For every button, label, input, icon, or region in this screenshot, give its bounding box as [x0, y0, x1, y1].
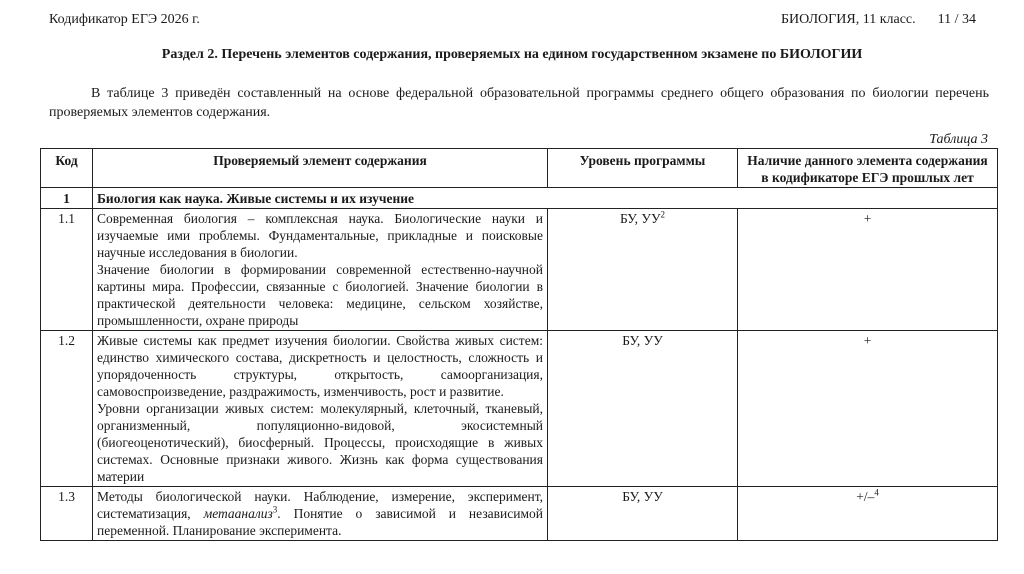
intro-paragraph: В таблице 3 приведён составленный на основе федеральной образовательной программы среднего общего образования по биологии перечень проверяемых элементов содержания.	[49, 86, 989, 120]
row-paragraph: Современная биология – комплексная наука. Биологические науки и изучаемые ими проблемы. Фундаментальные, прикладные и поисковые научные исследования в биологии.	[97, 211, 543, 260]
section-code: 1	[41, 188, 93, 209]
section-heading: Биология как наука. Живые системы и их изучение	[93, 188, 998, 209]
row-description	[93, 209, 548, 331]
row-presence	[738, 487, 998, 541]
section-title: Раздел 2. Перечень элементов содержания, проверяемых на едином государственном экзамене по БИОЛОГИИ	[161, 47, 863, 62]
text-run: . Понятие о зависимой и независимой переменной. Планирование эксперимента.	[97, 506, 543, 538]
text-run: Методы биологической науки. Наблюдение, измерение, эксперимент, систематизация,	[97, 489, 543, 521]
footnote-marker: 3	[272, 504, 278, 515]
footnote-marker: 2	[660, 209, 665, 220]
row-paragraph: Значение биологии в формировании современной естественно-научной картины мира. Профессии, связанные с биологией. Значение биологии в практической деятельности человека: медицине, сельском хозяйстве, промышленности, охране природы	[97, 262, 543, 328]
row-description	[93, 487, 548, 541]
footnote-marker: 4	[874, 487, 879, 498]
row-code: 1.1	[41, 209, 93, 331]
row-paragraph: Живые системы как предмет изучения биологии. Свойства живых систем: единство химического состава, дискретность и целостность, сложность и упорядоченность структуры, открытость, самоорганизация, самовоспроизведение, раздражимость, изменчивость, рост и развитие.	[97, 333, 543, 399]
header-element: Проверяемый элемент содержания	[93, 149, 548, 188]
table-caption: Таблица 3	[929, 132, 988, 147]
row-description	[93, 331, 548, 487]
row-code: 1.2	[41, 331, 93, 487]
table-header-row	[41, 149, 998, 188]
header-presence: Наличие данного элемента содержания в кодификаторе ЕГЭ прошлых лет	[738, 149, 998, 188]
row-presence: +	[738, 331, 998, 487]
row-presence: +	[738, 209, 998, 331]
italic-term: метаанализ	[203, 506, 273, 521]
row-level: БУ, УУ	[548, 331, 738, 487]
header-subject: БИОЛОГИЯ, 11 класс.	[781, 12, 916, 27]
header-code: Код	[41, 149, 93, 188]
header-right	[781, 12, 976, 28]
row-level	[548, 209, 738, 331]
row-code: 1.3	[41, 487, 93, 541]
table-row	[41, 209, 998, 331]
header-left: Кодификатор ЕГЭ 2026 г.	[49, 12, 200, 27]
page-number: 11 / 34	[937, 12, 976, 27]
row-paragraph: Уровни организации живых систем: молекулярный, клеточный, тканевый, организменный, популяционно-видовой, экосистемный (биогеоценотический), биосферный. Процессы, происходящие в живых системах. Основные признаки живого. Жизнь как форма существования материи	[97, 401, 543, 484]
table-row	[41, 487, 998, 541]
table-row	[41, 331, 998, 487]
row-level: БУ, УУ	[548, 487, 738, 541]
presence-text: +/–	[856, 489, 875, 504]
table-section-row	[41, 188, 998, 209]
level-text: БУ, УУ	[620, 211, 661, 226]
content-table	[40, 148, 998, 541]
row-paragraph	[97, 488, 543, 539]
header-level: Уровень программы	[548, 149, 738, 188]
